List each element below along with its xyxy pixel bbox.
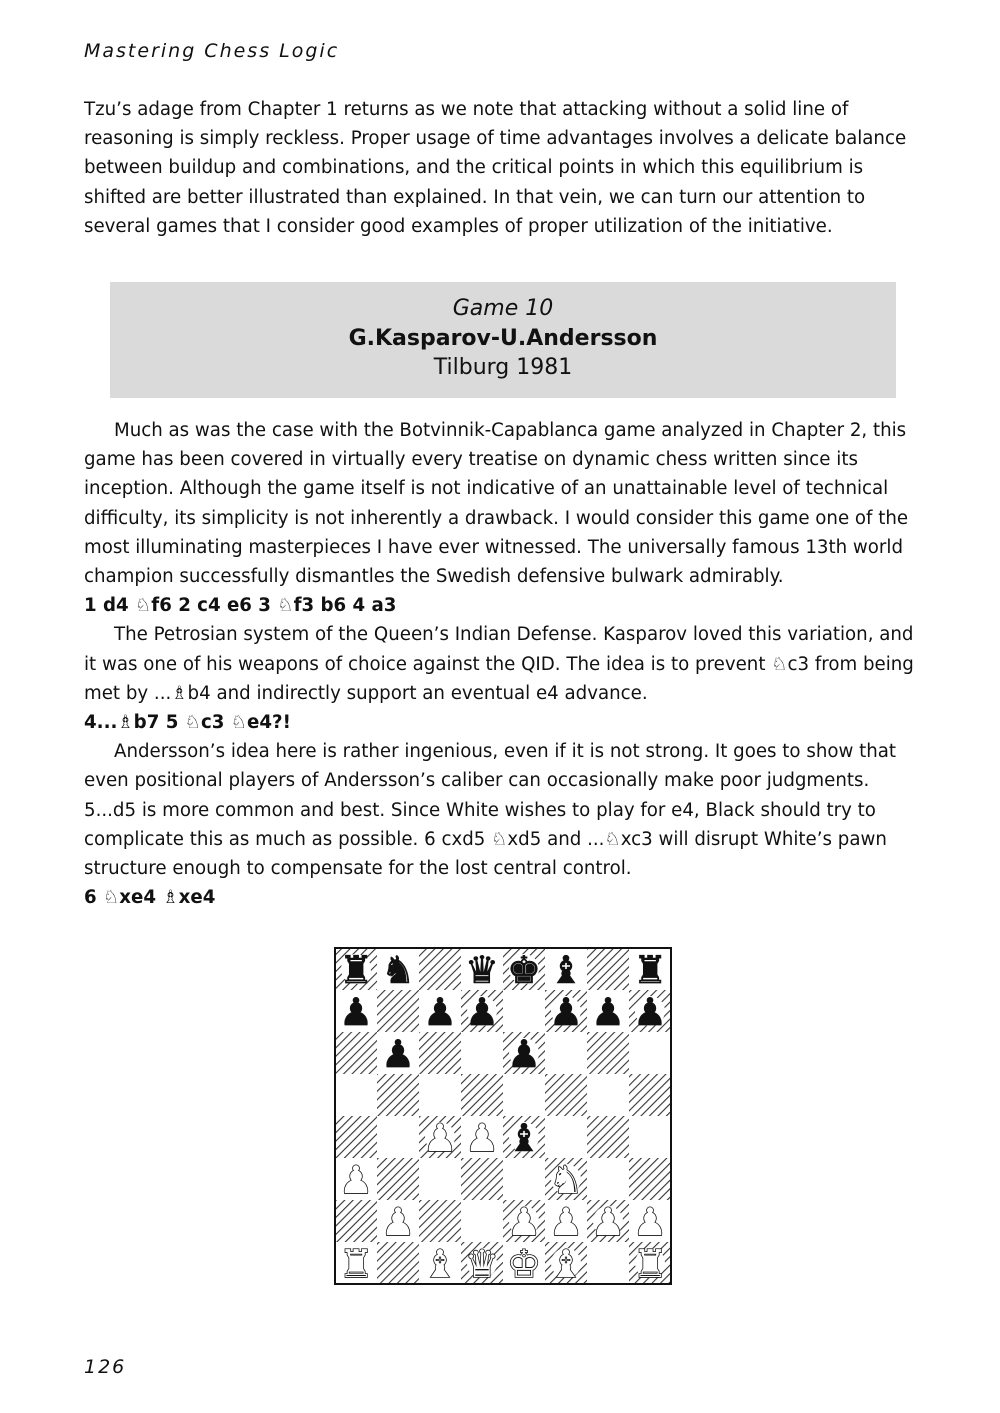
dark-square-g4 (587, 1116, 629, 1158)
dark-square-a6 (335, 1032, 377, 1074)
light-square-f4 (545, 1116, 587, 1158)
light-square-b4 (377, 1116, 419, 1158)
black-bishop-icon: ♝ (506, 1116, 542, 1160)
commentary-paragraph: The Petrosian system of the Queen’s Indian Defense. Kasparov loved this variation, and it was one of his weapons of choice against the QID. The idea is to prevent ♘c3 from being met by ...♗b4 and indirectly support an eventual e4 advance. (84, 624, 914, 704)
light-square-e7 (503, 990, 545, 1032)
commentary-paragraph: Much as was the case with the Botvinnik-Capablanca game analyzed in Chapter 2, this game has been covered in virtually every treatise on dynamic chess written since its inception. Although the game itself is not indicative of an unattainable level of technical difficulty, its simplicity is not inherently a drawback. I would consider this game one of the most illuminating masterpieces I have ever witnessed. The universally famous 13th world champion successfully dismantles the Swedish defensive bulwark admirably. (84, 420, 909, 588)
light-square-e3 (503, 1158, 545, 1200)
game-number: Game 10 (452, 296, 554, 321)
dark-square-a4 (335, 1116, 377, 1158)
white-queen-icon: ♛ (464, 1242, 500, 1285)
white-bishop-icon: ♝ (422, 1242, 458, 1285)
white-rook-icon: ♜ (632, 1242, 668, 1285)
white-pawn-icon: ♟ (464, 1116, 500, 1160)
move-line: 4...♗b7 5 ♘c3 ♘e4?! (84, 712, 291, 734)
dark-square-c6 (419, 1032, 461, 1074)
game-commentary (84, 416, 926, 912)
black-knight-icon: ♞ (380, 948, 416, 992)
light-square-e5 (503, 1074, 545, 1116)
white-pawn-icon: ♟ (632, 1200, 668, 1244)
black-pawn-icon: ♟ (338, 990, 374, 1034)
white-pawn-icon: ♟ (422, 1116, 458, 1160)
dark-square-d3 (461, 1158, 503, 1200)
dark-square-c8 (419, 948, 461, 990)
white-king-icon: ♚ (506, 1242, 542, 1285)
dark-square-h5 (629, 1074, 671, 1116)
light-square-c3 (419, 1158, 461, 1200)
game-header-box (110, 282, 896, 398)
light-square-g3 (587, 1158, 629, 1200)
dark-square-b7 (377, 990, 419, 1032)
light-square-h6 (629, 1032, 671, 1074)
black-pawn-icon: ♟ (506, 1032, 542, 1076)
black-queen-icon: ♛ (464, 948, 500, 992)
light-square-d2 (461, 1200, 503, 1242)
white-pawn-icon: ♟ (548, 1200, 584, 1244)
move-line: 1 d4 ♘f6 2 c4 e6 3 ♘f3 b6 4 a3 (84, 595, 397, 617)
dark-square-b1 (377, 1242, 419, 1284)
white-pawn-icon: ♟ (338, 1158, 374, 1202)
white-pawn-icon: ♟ (590, 1200, 626, 1244)
dark-square-c2 (419, 1200, 461, 1242)
dark-square-g8 (587, 948, 629, 990)
move-line: 6 ♘xe4 ♗xe4 (84, 887, 216, 909)
black-pawn-icon: ♟ (380, 1032, 416, 1076)
running-head: Mastering Chess Logic (84, 40, 340, 62)
black-pawn-icon: ♟ (632, 990, 668, 1034)
white-knight-icon: ♞ (548, 1158, 584, 1202)
chess-diagram (334, 947, 672, 1289)
white-pawn-icon: ♟ (380, 1200, 416, 1244)
dark-square-b5 (377, 1074, 419, 1116)
dark-square-g6 (587, 1032, 629, 1074)
light-square-a5 (335, 1074, 377, 1116)
black-pawn-icon: ♟ (590, 990, 626, 1034)
commentary-paragraph: Andersson’s idea here is rather ingenious, even if it is not strong. It goes to show that even positional players of Andersson’s caliber can occasionally make poor judgments. 5...d5 is more common and best. Since White wishes to play for e4, Black should try to complicate this as much as possible. 6 cxd5 ♘xd5 and ...♘xc3 will disrupt White’s pawn structure enough to compensate for the lost central control. (84, 741, 897, 880)
white-pawn-icon: ♟ (506, 1200, 542, 1244)
black-pawn-icon: ♟ (422, 990, 458, 1034)
dark-square-h3 (629, 1158, 671, 1200)
game-players: G.Kasparov-U.Andersson (348, 326, 658, 351)
chessboard (334, 947, 672, 1285)
black-pawn-icon: ♟ (548, 990, 584, 1034)
light-square-h4 (629, 1116, 671, 1158)
game-event: Tilburg 1981 (433, 355, 573, 380)
dark-square-b3 (377, 1158, 419, 1200)
light-square-f6 (545, 1032, 587, 1074)
black-pawn-icon: ♟ (464, 990, 500, 1034)
light-square-g1 (587, 1242, 629, 1284)
page-number: 126 (84, 1356, 127, 1378)
light-square-g5 (587, 1074, 629, 1116)
white-rook-icon: ♜ (338, 1242, 374, 1285)
dark-square-f5 (545, 1074, 587, 1116)
intro-paragraph: Tzu’s adage from Chapter 1 returns as we note that attacking without a solid line of reasoning is simply reckless. Proper usage of time advantages involves a delicate balance between buildup and combinations, and the critical points in which this equilibrium is shifted are better illustrated than explained. In that vein, we can turn our attention to several games that I consider good examples of proper utilization of the initiative. (84, 99, 907, 237)
light-square-d6 (461, 1032, 503, 1074)
dark-square-d5 (461, 1074, 503, 1116)
light-square-c5 (419, 1074, 461, 1116)
black-rook-icon: ♜ (632, 948, 668, 992)
black-rook-icon: ♜ (338, 948, 374, 992)
black-king-icon: ♚ (506, 948, 542, 992)
black-bishop-icon: ♝ (548, 948, 584, 992)
dark-square-a2 (335, 1200, 377, 1242)
white-bishop-icon: ♝ (548, 1242, 584, 1285)
